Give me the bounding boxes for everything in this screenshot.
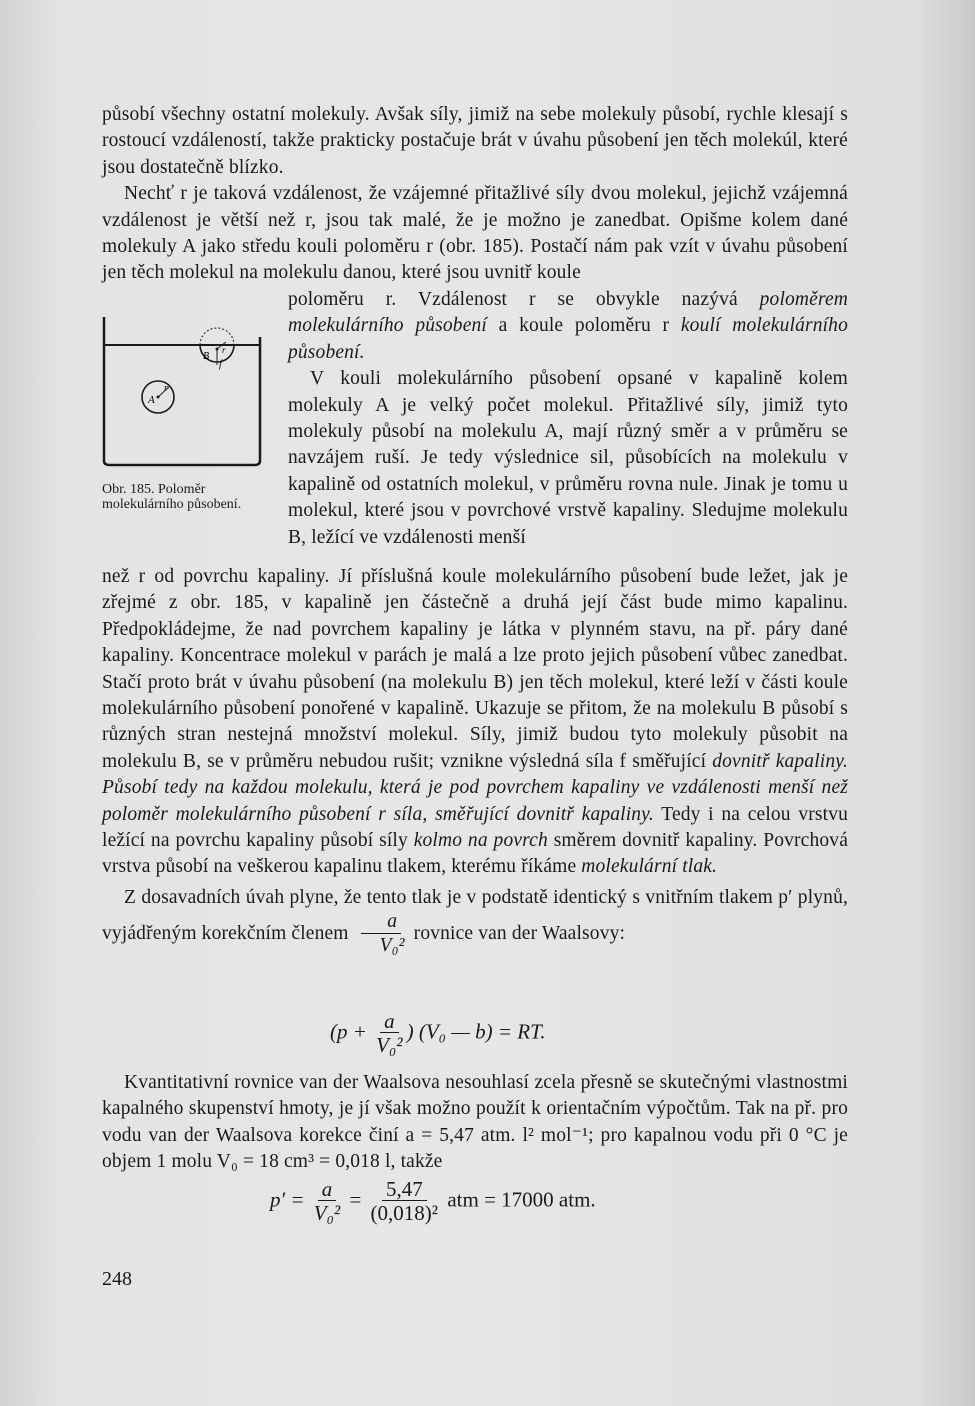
italic-term: molekulární tlak. <box>581 856 718 878</box>
figure-label-b: B <box>203 351 210 362</box>
paragraph-3-continued <box>102 564 848 881</box>
top-text-block <box>102 102 848 287</box>
equation-fraction <box>314 1178 340 1225</box>
page-number: 248 <box>102 1268 132 1290</box>
figure-caption: Obr. 185. Poloměr molekulárního působení. <box>102 482 242 512</box>
fraction-numerator: a <box>380 1010 399 1033</box>
paragraph-1: působí všechny ostatní molekuly. Avšak síly, jimiž na sebe molekuly působí, rychle klesají s rostoucí vzdáleností, takže prakticky postačuje brát v úvahu působení jen těch molekúl, které jsou dostatečně blízko. <box>102 104 848 178</box>
numeric-fraction <box>371 1178 439 1225</box>
paragraph-4 <box>102 885 848 958</box>
fraction-numerator: 5,47 <box>382 1178 427 1201</box>
van-der-waals-equation <box>330 1010 546 1057</box>
text-span: směrem dovnitř kapaliny. Povrchová vrstva působí na veškerou kapalinu tlakem, kterému říkáme <box>102 830 848 878</box>
figure-185 <box>102 315 267 475</box>
text-span: než r od povrchu kapaliny. Jí příslušná koule molekulárního působení bude ležet, jak je zřejmé z obr. 185, v kapalině jen částečně a druhá její část bude mimo kapalinu. Předpokládejme, že nad povrchem kapaliny je látka v plynném stavu, na př. páry dané kapaliny. Koncentrace molekul v parách je malá a lze proto jejich působení vůbec zanedbat. Stačí proto brát v úvahu působení (na molekulu B) jen těch molekul, které leží v části koule molekulárního působení ponořené v kapalině. Ukazuje se přitom, že na molekulu B působí s různých stran nestejná množství molekul. Síly, jimiž budou tyto molekuly působit na molekulu B, se v průměru nebudou rušit; vznikne výsledná síla f směřující <box>102 566 848 772</box>
equation-result: atm = 17000 atm. <box>442 1187 596 1212</box>
equation-right: ) (V₀ — b) = RT. <box>406 1019 546 1044</box>
fraction-denominator: V₀² <box>376 1033 403 1057</box>
paragraph-2: Nechť r je taková vzdálenost, že vzájemné přitažlivé síly dvou molekul, jejichž vzájemná vzdálenost je větší než r, jsou tak malé, že je možno je zanedbat. Opišme kolem dané molekuly A jako středu kouli poloměru r (obr. 185). Postačí nám pak vzít v úvahu působení jen těch molekul na molekulu danou, které jsou uvnitř koule <box>102 183 848 284</box>
equals-sign: = <box>344 1187 367 1212</box>
text-span: rovnice van der Waalsovy: <box>408 923 626 945</box>
figure-label-a: A <box>148 394 155 406</box>
italic-term: kolmo na povrch <box>413 830 548 852</box>
pressure-calculation <box>270 1178 596 1225</box>
equation-fraction <box>376 1010 402 1057</box>
italic-term: poloměrem molekulárního působení <box>288 289 848 337</box>
equation-left: (p + <box>330 1019 373 1044</box>
fraction-numerator: a <box>318 1178 337 1201</box>
figure-label-f: f <box>219 359 222 370</box>
paragraph-2-continued <box>288 287 848 366</box>
figure-label-r-a: r <box>164 383 168 394</box>
text-span: Tedy i na celou vrstvu ležící na povrchu kapaliny působí síly <box>102 803 848 852</box>
figure-label-r-b: r <box>222 345 226 355</box>
paragraph-5: Kvantitativní rovnice van der Waalsova nesouhlasí zcela přesně se skutečnými vlastnostmi kapalného skupenství hmoty, je jí však možno použít k orientačním výpočtům. Tak na př. pro vodu van der Waalsova korekce činí a = 5,47 atm. l² mol⁻¹; pro kapalnou vodu při 0 °C je objem 1 molu V₀ = 18 cm³ = 0,018 l, takže <box>102 1072 848 1173</box>
quantitative-text-block <box>102 1070 848 1176</box>
text-span: a koule poloměru r <box>486 315 681 337</box>
paragraph-3-wrapped: V kouli molekulárního působení opsané v kapalině kolem molekuly A je velký počet molekul. Přitažlivé síly, jimiž tyto molekuly působí na molekulu A, mají různý směr a v průměru se navzájem ruší. Je tedy výslednice sil, působících na molekulu v kapalině od ostatních molekul, v průměru rovna nule. Jinak je tomu u molekul, které jsou v povrchové vrstvě kapaliny. Sledujme molekulu B, ležící ve vzdálenosti menší <box>288 368 848 548</box>
fraction-denominator: V₀² <box>313 1201 341 1225</box>
equation-left: p′ = <box>270 1187 310 1212</box>
text-span: poloměru r. Vzdálenost r se obvykle nazývá <box>288 289 760 310</box>
italic-statement: dovnitř kapaliny. Působí tedy na každou molekulu, která je pod povrchem kapaliny ve vzdálenosti menší než poloměr molekulárního působení r síla, směřující dovnitř kapaliny. <box>102 750 848 825</box>
fraction-denominator: V₀² <box>379 935 405 957</box>
correction-term <box>358 911 405 958</box>
wrapped-text-block <box>288 287 848 551</box>
fraction-denominator: (0,018)² <box>370 1201 439 1225</box>
figure-185-drawing <box>102 315 267 475</box>
continued-text-block <box>102 564 848 958</box>
italic-term: koulí molekulárního působení. <box>288 315 848 363</box>
text-span: Z dosavadních úvah plyne, že tento tlak je v podstatě identický s vnitřním tlakem p′ plynů, vyjádřeným korekčním členem <box>102 886 848 945</box>
fraction-numerator: a <box>361 911 401 934</box>
